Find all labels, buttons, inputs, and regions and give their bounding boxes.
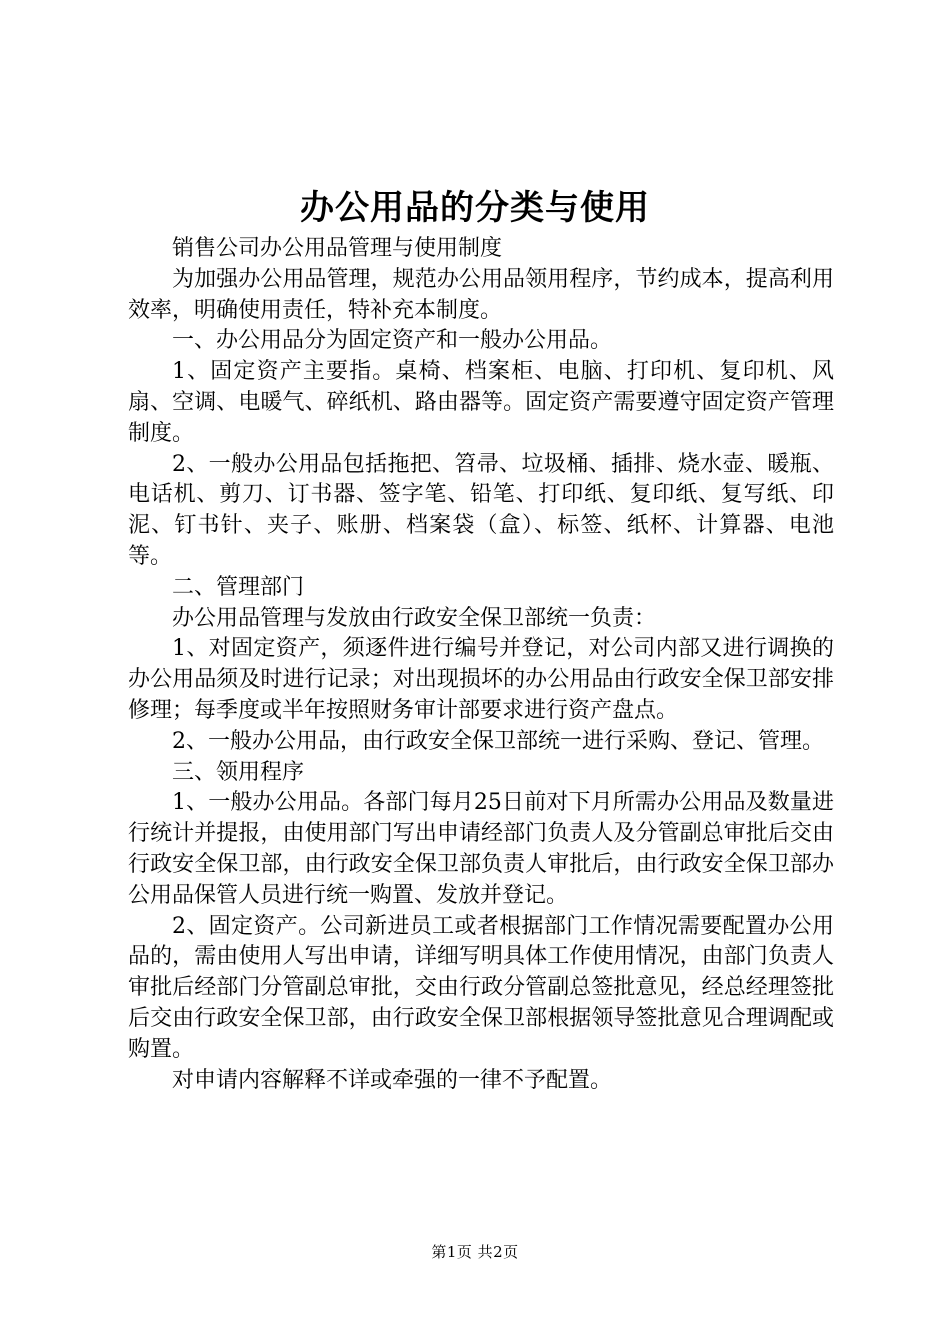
paragraph-general-procurement: 2、一般办公用品，由行政安全保卫部统一进行采购、登记、管理。 [172, 728, 824, 754]
paragraph-management-dept: 办公用品管理与发放由行政安全保卫部统一负责： [172, 605, 657, 631]
document-title: 办公用品的分类与使用 [300, 188, 650, 228]
section-heading-1: 一、办公用品分为固定资产和一般办公用品。 [172, 328, 613, 354]
paragraph-asset-registration: 1、对固定资产，须逐件进行编号并登记，对公司内部又进行调换的办公用品须及时进行记录；对出现损坏的办公用品由行政安全保卫部安排修理；每季度或半年按照财务审计部要求进行资产盘点。 [128, 636, 834, 723]
paragraph-general-requisition: 1、一般办公用品。各部门每月25日前对下月所需办公用品及数量进行统计并提报，由使用部门写出申请经部门负责人及分管副总审批后交由行政安全保卫部，由行政安全保卫部负责人审批后，由行政安全保卫部办公用品保管人员进行统一购置、发放并登记。 [128, 790, 834, 908]
page-footer: 第1页 共2页 [431, 1243, 519, 1261]
section-heading-2: 二、管理部门 [172, 574, 305, 600]
paragraph-asset-requisition: 2、固定资产。公司新进员工或者根据部门工作情况需要配置办公用品的，需由使用人写出申请，详细写明具体工作使用情况，由部门负责人审批后经部门分管副总审批，交由行政分管副总签批意见，经总经理签批后交由行政安全保卫部，由行政安全保卫部根据领导签批意见合理调配或购置。 [128, 913, 834, 1062]
paragraph-rejection-rule: 对申请内容解释不详或牵强的一律不予配置。 [172, 1067, 613, 1093]
intro-paragraph: 为加强办公用品管理，规范办公用品领用程序，节约成本，提高利用效率，明确使用责任，特补充本制度。 [128, 266, 834, 323]
doc-subtitle: 销售公司办公用品管理与使用制度 [172, 236, 503, 261]
paragraph-fixed-assets: 1、固定资产主要指。桌椅、档案柜、电脑、打印机、复印机、风扇、空调、电暖气、碎纸机、路由器等。固定资产需要遵守固定资产管理制度。 [128, 359, 834, 446]
document-body [128, 234, 834, 1096]
section-heading-3: 三、领用程序 [172, 759, 305, 785]
paragraph-general-supplies: 2、一般办公用品包括拖把、笤帚、垃圾桶、插排、烧水壶、暖瓶、电话机、剪刀、订书器、签字笔、铅笔、打印纸、复印纸、复写纸、印泥、钉书针、夹子、账册、档案袋（盒）、标签、纸杯、计算器、电池等。 [128, 451, 834, 569]
